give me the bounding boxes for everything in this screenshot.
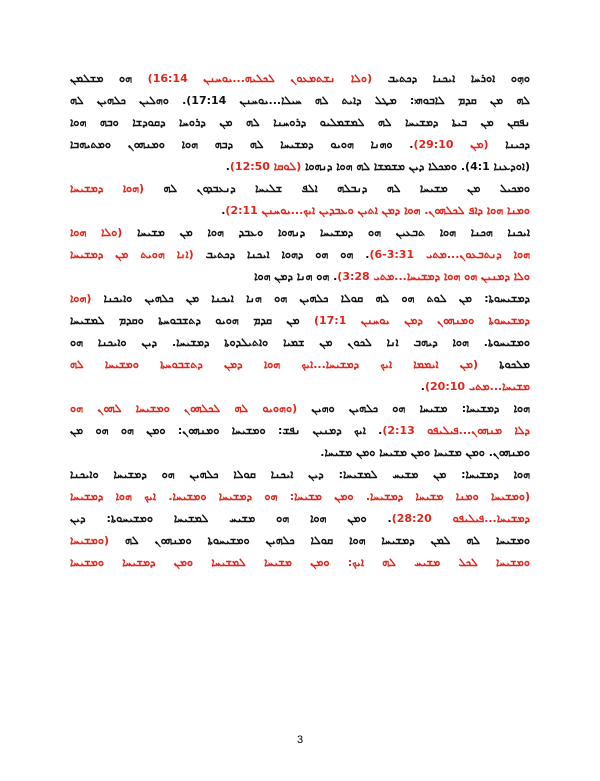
body-segment: . ܘܗܢܐ ܗܘܝܘ ܕܡܫܝܚܐ ܠܗ ܕܒܗ ܗܘܐ ܘܡܢܗܘܢ ܘܡܬܝܗܒܐ bbox=[70, 138, 414, 151]
text-line bbox=[70, 464, 530, 486]
body-segment: . bbox=[225, 160, 230, 173]
text-line bbox=[70, 552, 530, 574]
text-line bbox=[70, 530, 530, 552]
scripture-reference: ܕܡܫܝܚܐ...ܦܝܠܝܦܘ 28:20) bbox=[391, 512, 530, 525]
scripture-reference: (ܗܘܐ bbox=[70, 292, 92, 305]
scripture-reference: ܗܘܐ ܕܢܬܒܥܘܢ...ܡܬܝ 3:31-6) bbox=[369, 248, 530, 261]
scripture-reference: (ܐܢܐ ܗܘܝܬ ܡܢ ܕܡܫܝܚܐ bbox=[70, 248, 194, 261]
scripture-reference: (ܡܢ ܐܝܡܡܐ ܐܝܟ ܕܡܫܝܚܐ...ܐܝܟ ܗܘܐ ܕܡܢ ܕܬܫܒܘܚܬܐ ܘܡܫܝܚܐ ܠܗ bbox=[70, 358, 478, 371]
text-line bbox=[70, 200, 530, 222]
body-segment: . ܘܡܢ ܗܘܐ ܗܘ ܡܫܝܚ ܠܡܫܝܚܐ ܘܡܫܝܚܘܬܐ: ܕܝܢ bbox=[70, 512, 392, 525]
body-segment: ܡܠܟܘܬܐ bbox=[477, 358, 530, 371]
text-line bbox=[70, 156, 530, 178]
body-segment: ܕܟܝܢܐ bbox=[488, 138, 530, 151]
body-segment: ܗܘ ܡܫܠܡܢ bbox=[70, 72, 148, 85]
scripture-reference: ܘܡܢܐ ܗܘܐ ܕܐܦ ܠܟܠܗܘܢ. ܗܘܐ ܕܡܢ ܐܬܝܢ ܘܥܒܕܝܢ ܐܝܟ...ܝܘܚܢܢ 2:11) bbox=[225, 204, 530, 217]
scripture-reference: ܕܠܐ ܡܢܗܘܢ...ܦܝܠܝܦܘ 2:13) bbox=[382, 424, 530, 437]
body-segment: . ܐܝܟ ܕܡܢܝܢ ܢܦܫ: ܘܡܫܝܚܐ ܘܡܢܗܘܢ: ܘܡܢ ܗܘ ܗܘ ܡܢ bbox=[70, 424, 383, 437]
text-line bbox=[70, 112, 530, 134]
body-segment: . bbox=[221, 204, 226, 217]
text-line bbox=[70, 244, 530, 266]
scripture-reference: (ܘܡܫܝܚܐ bbox=[70, 534, 109, 547]
text-line bbox=[70, 508, 530, 530]
scripture-reference: ܘܠܐ ܕܡܢܝܢ ܗܘ ܗܘܐ ܕܡܫܝܚܐ...ܡܬܝ 3:28) bbox=[337, 270, 530, 283]
scripture-reference: (ܗܘܐ ܕܡܫܝܚܐ bbox=[70, 182, 145, 195]
text-line bbox=[70, 354, 530, 376]
scripture-reference: (ܠܘܩܐ 12:50) bbox=[229, 160, 302, 173]
text-line bbox=[70, 178, 530, 200]
body-segment: . ܗܘ ܗܘ ܕܗܘܐ ܐܝܟܢܐ ܕܟܬܝܒ bbox=[193, 248, 370, 261]
body-segment: ܐܝܟܢܐ ܗܟܢܐ ܗܘܐ ܬܒܥܝܢ ܗܘ ܕܡܫܝܚܐ ܕܢܗܘܐ ܘܥܒܕ ܗܘܐ ܡܢ ܡܫܝܚܐ bbox=[122, 226, 530, 239]
scripture-reference: ܘܡܫܝܚܐ ܠܟܠ ܡܫܝܚ ܠܗ ܐܝܟ: ܘܡܢ ܡܫܝܚܐ ܠܡܫܝܚܐ ܘܡܢ ܕܡܫܝܚܐ ܘܡܫܝܚܐ bbox=[70, 556, 530, 569]
body-segment: ܘܗ݂ܘ ܐܘܪܚܐ ܐܝܟܢܐ ܕܟܬܝܒ bbox=[372, 72, 530, 85]
scripture-reference: ܕܡܫܝܚܘܬܐ ܘܡܢܗܘܢ ܕܡܢ ܝܘܚܢܢ 17:1) bbox=[313, 314, 530, 327]
scripture-reference: (ܘܠܐ ܢܫܬܡܥܘܢ ܠܟܠܝܗ...ܝܘܚܢܢ 16:14) bbox=[147, 72, 373, 85]
text-line bbox=[70, 90, 530, 112]
body-segment: ܘܡܫܝܚܐ ܠܗ ܠܡܢ ܕܡܫܝܚܐ ܗܘܐ ܩܘܠܐ ܟܠܗܝܢ ܘܡܫܝܚܘܬܐ ܘܡܢܗܘܢ ܠܗ bbox=[108, 534, 530, 547]
text-line bbox=[70, 68, 530, 90]
body-segment: ܡܢ ܩܕܡ ܗܘܝܘ ܕܬܫܒܘܚܬܐ ܘܩܕܡ ܠܡܫܝܚܐ bbox=[70, 314, 314, 327]
scripture-reference: ܡܫܝܚܐ...ܡܬܝ 20:10) bbox=[424, 380, 530, 393]
scripture-reference: (ܡܢ 29:10) bbox=[413, 138, 489, 151]
body-segment: ܘܡܫܝܚܘܬܐ. ܗܘܐ ܕܝܗܒ ܐܢܐ ܠܟܘܢ ܡܢ ܫܡܝܐ ܘܐܬܝܠܕܘܬܐ ܕܡܫܝܚܐ. ܕܝܢ ܘܐܝܟܢܐ ܗܘ bbox=[70, 336, 530, 349]
body-text bbox=[70, 68, 530, 574]
scripture-reference: (ܘܡܫܝܚܐ ܘܡܢܐ ܡܫܝܚܐ ܕܡܫܝܚܐ. ܘܡܢ ܡܫܝܚܐ: ܗܘ ܕܡܫܝܚܐ ܘܡܫܝܚܐ. ܐܝܟ ܗܘܐ ܕܡܫܝܚܐ bbox=[70, 490, 530, 503]
body-segment: ܘܡܟܝܠ ܡܢ ܡܫܝܚܐ ܠܗ ܕܢܒܠܗ ܐܠܦ ܫܠܝܚܐ ܕܢܥܒܕܘܢ ܠܗ bbox=[144, 182, 530, 195]
page-number: 3 bbox=[296, 734, 304, 746]
body-segment: ܗܘܐ ܕܡܫܝܚܐ: ܡܫܝܚܐ ܗܘ ܟܠܗܝܢ ܘܗܝܢ bbox=[297, 402, 530, 415]
text-line bbox=[70, 486, 530, 508]
text-line bbox=[70, 222, 530, 244]
body-segment: ܢܦܩܢ ܡܢ ܒܝܬܐ ܕܡܫܝܚܐ ܠܗ ܠܡܫܡܠܝܘ ܕܪܘܚܢܐ ܠܗ ܡܢ ܕܪܘܚܐ ܕܩܘܕܫܐ ܘܒܗ ܗܘܐ bbox=[70, 116, 530, 129]
text-line bbox=[70, 266, 530, 288]
scripture-reference: (ܘܠܐ ܗܘܐ bbox=[70, 226, 123, 239]
text-line bbox=[70, 134, 530, 156]
text-line bbox=[70, 332, 530, 354]
text-line bbox=[70, 288, 530, 310]
body-segment: ܠܗ ܡܢ ܩܕܡ ܠܐܒܘܗܝ: ܡܛܠ ܕܐܝܬ ܠܗ ܚܝܠܐ...ܝܘܚܢܢ 17:14). ܘܗܠܝܢ ܟܠܗܝܢ ܠܗ bbox=[70, 94, 530, 107]
body-segment: ܘܡܢܗܘܢ. ܘܡܢ ܡܫܝܚܐ ܘܡܢ ܡܫܝܚܐ ܘܡܢ ܡܫܝܚܐ. bbox=[320, 446, 530, 459]
body-segment: ܗܘܐ ܕܡܫܝܚܐ: ܡܢ ܡܫܝܚ ܠܡܫܝܚܐ: ܕܝܢ ܐܝܟܢܐ ܩܘܠܐ ܟܠܗܝܢ ܗܘ ܕܡܫܝܚܐ ܘܐܝܟܢܐ bbox=[70, 468, 530, 481]
scripture-reference: (ܘܗܘܝܘ ܠܗ ܠܟܠܗܘܢ ܘܡܫܝܚܐ ܠܗܘܢ ܗܘ bbox=[70, 402, 298, 415]
body-segment: ܕܡܫܝܚܘܬܐ: ܡܢ ܠܘܬ ܗܘ ܠܗ ܩܘܠܐ ܟܠܗܝܢ ܗܘ ܗܢܐ ܐܝܟܢܐ ܡܢ ܟܠܗܝܢ ܘܐܝܟܢܐ bbox=[91, 292, 530, 305]
text-line bbox=[70, 310, 530, 332]
body-segment: . ܗܘ ܗܢܐ ܕܡܢ ܗܘܐ bbox=[254, 270, 338, 283]
text-line bbox=[70, 442, 530, 464]
text-line bbox=[70, 376, 530, 398]
body-segment: . bbox=[420, 380, 425, 393]
text-line bbox=[70, 398, 530, 420]
body-segment: (ܐܘܕܥܢܐ 4:1). ܘܡܟܠܐ ܕܝܢ ܡܫܡܫܐ ܠܗ ܗܘܐ ܕܢܗܘܐ bbox=[301, 160, 530, 173]
text-line bbox=[70, 420, 530, 442]
